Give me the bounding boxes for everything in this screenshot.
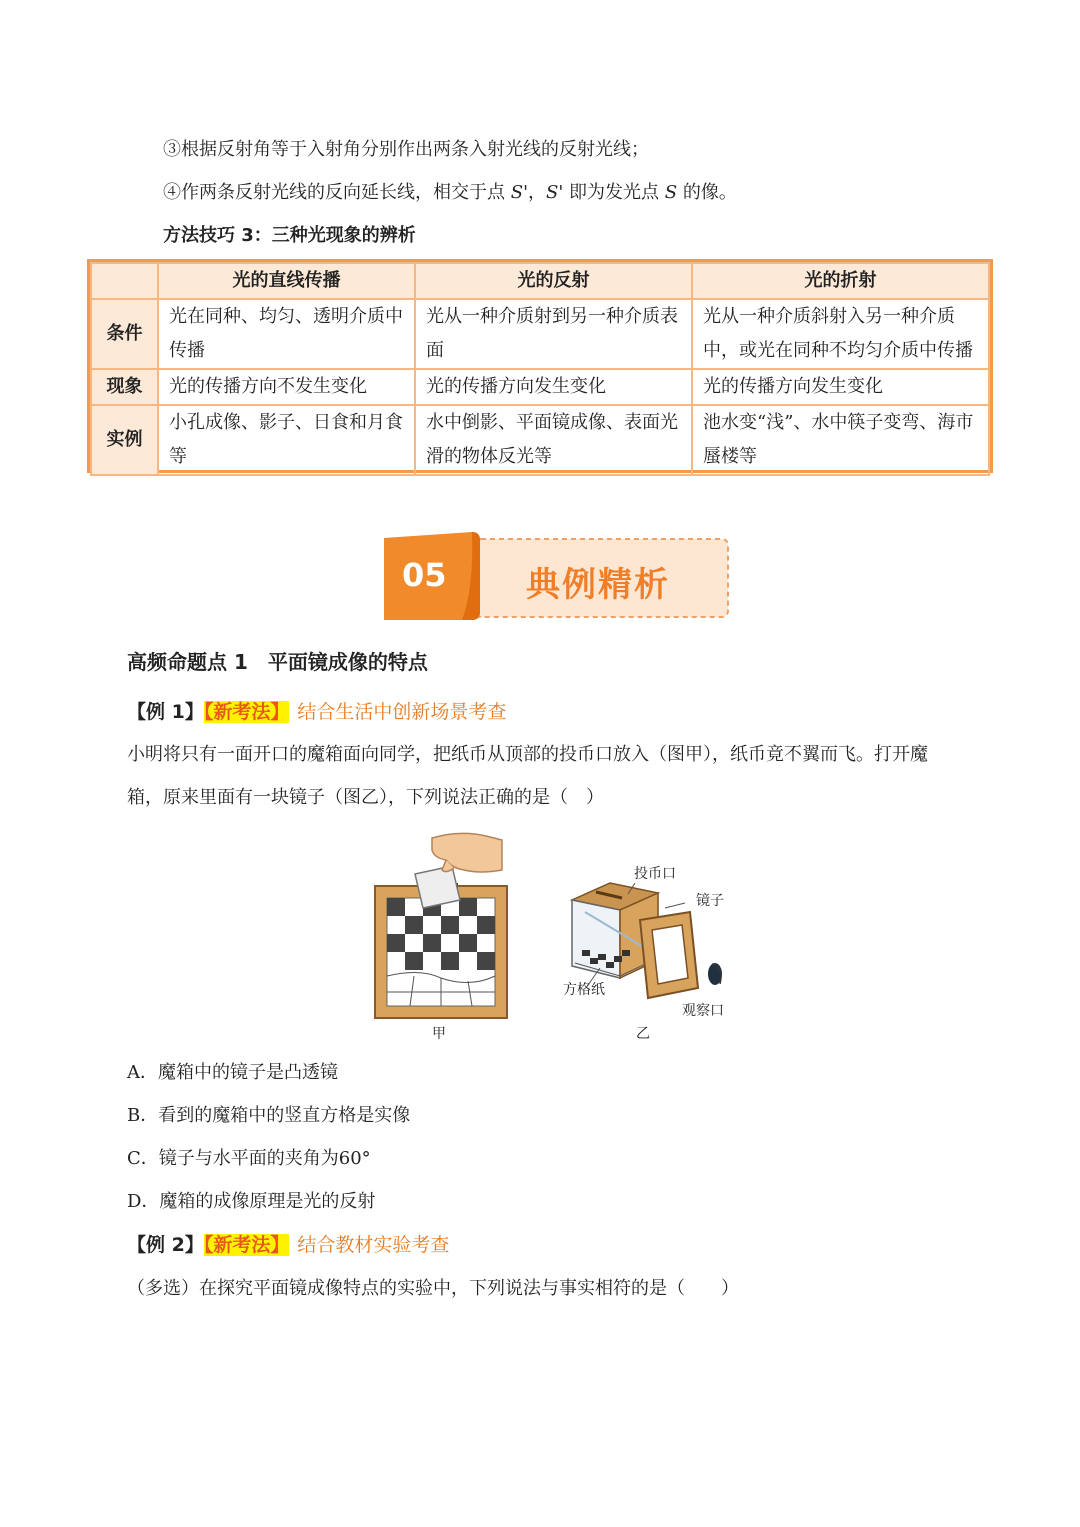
point-s-prime-1: S' (510, 182, 529, 203)
example-1-subtitle: 结合生活中创新场景考查 (297, 701, 507, 723)
label-observation-window: 观察口 (682, 1003, 724, 1019)
table-cell: 光从一种介质射到另一种介质表面 (415, 299, 692, 369)
point-s: S (664, 182, 678, 203)
label-grid-paper: 方格纸 (563, 982, 605, 998)
example-1-heading (127, 700, 506, 724)
example-2-label: 【例 2】 (127, 1234, 204, 1256)
step-4 (163, 181, 737, 205)
option-c[interactable]: C．镜子与水平面的夹角为60° (127, 1148, 371, 1169)
table-cell: 光从一种介质斜射入另一种介质中，或光在同种不均匀介质中传播 (692, 299, 989, 369)
table-corner-cell (91, 263, 158, 299)
row-label: 条件 (91, 299, 158, 369)
section-title: 典例精析 (526, 565, 670, 605)
table-header: 光的直线传播 (158, 263, 415, 299)
example-1-question-line-2: 箱，原来里面有一块镜子（图乙），下列说法正确的是（ ） (127, 787, 604, 808)
table-cell: 光的传播方向发生变化 (415, 369, 692, 405)
row-label: 现象 (91, 369, 158, 405)
option-a[interactable]: A．魔箱中的镜子是凸透镜 (127, 1062, 338, 1083)
step-3: ③根据反射角等于入射角分别作出两条入射光线的反射光线； (163, 139, 649, 160)
magic-box-figure (360, 828, 740, 1046)
topic-title: 高频命题点 1 平面镜成像的特点 (127, 650, 428, 674)
step-4-text-b: ， (528, 182, 547, 203)
point-s-prime-2: S' (546, 182, 564, 203)
example-2-subtitle: 结合教材实验考查 (297, 1234, 450, 1256)
table-row (91, 299, 989, 369)
box-front-view (375, 833, 507, 1018)
label-mirror: 镜子 (696, 893, 724, 909)
new-method-tag: 【新考法】 (203, 701, 290, 723)
label-coin-slot: 投币口 (634, 866, 676, 882)
example-2-question: （多选）在探究平面镜成像特点的实验中，下列说法与事实相符的是（ ） (127, 1278, 739, 1299)
section-number: 05 (402, 556, 447, 594)
table-cell: 光的传播方向发生变化 (692, 369, 989, 405)
section-banner (380, 528, 732, 624)
table-header-row (91, 263, 989, 299)
option-d[interactable]: D．魔箱的成像原理是光的反射 (127, 1191, 376, 1212)
option-b[interactable]: B．看到的魔箱中的竖直方格是实像 (127, 1105, 411, 1126)
example-2-heading (127, 1233, 449, 1257)
method-title: 方法技巧 3：三种光现象的辨析 (163, 225, 416, 246)
step-4-text-a: ④作两条反射光线的反向延长线，相交于点 (163, 182, 511, 203)
step-4-text-d: 的像。 (677, 182, 737, 203)
new-method-tag: 【新考法】 (203, 1234, 290, 1256)
row-label: 实例 (91, 405, 158, 475)
table-cell: 光的传播方向不发生变化 (158, 369, 415, 405)
table-row (91, 405, 989, 475)
table-header: 光的折射 (692, 263, 989, 299)
table-cell: 光在同种、均匀、透明介质中传播 (158, 299, 415, 369)
table-header: 光的反射 (415, 263, 692, 299)
example-1-question-line-1: 小明将只有一面开口的魔箱面向同学，把纸币从顶部的投币口放入（图甲），纸币竟不翼而飞。打开魔 (127, 744, 928, 765)
table-cell: 池水变“浅”、水中筷子变弯、海市蜃楼等 (692, 405, 989, 475)
step-4-text-c: 即为发光点 (563, 182, 665, 203)
table-cell: 小孔成像、影子、日食和月食等 (158, 405, 415, 475)
comparison-table (87, 259, 993, 473)
table-cell: 水中倒影、平面镜成像、表面光滑的物体反光等 (415, 405, 692, 475)
table-row (91, 369, 989, 405)
example-1-label: 【例 1】 (127, 701, 204, 723)
caption-left: 甲 (432, 1026, 446, 1042)
caption-right: 乙 (636, 1026, 650, 1042)
